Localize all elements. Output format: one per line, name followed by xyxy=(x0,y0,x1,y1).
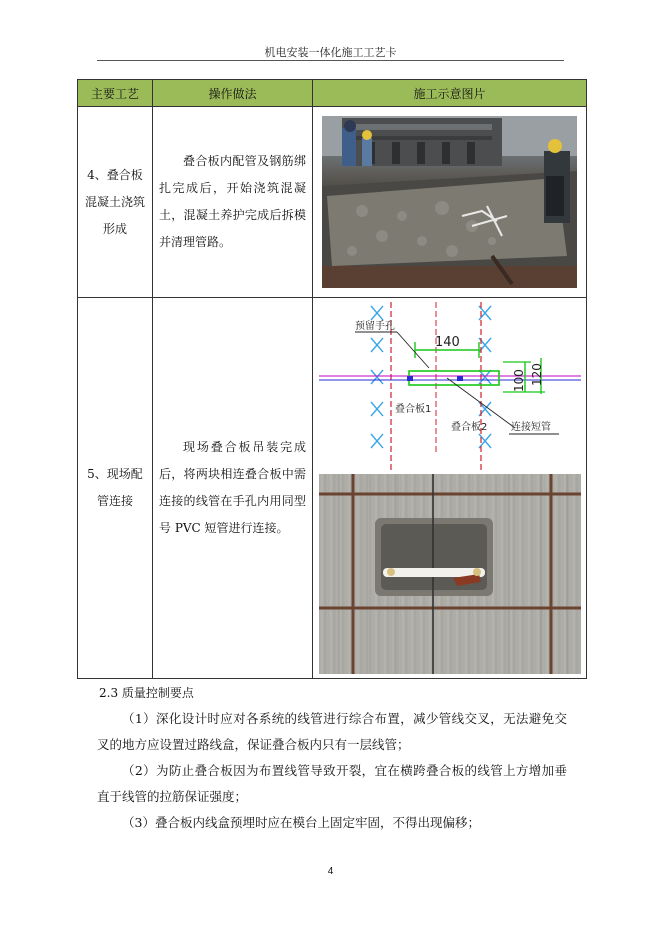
label-board1: 叠合板1 xyxy=(394,404,431,415)
quality-item: （2）为防止叠合板因为布置线管导致开裂，宜在横跨叠合板的线管上方增加垂直于线管的拉筋保证强度； xyxy=(97,763,567,804)
column-header: 施工示意图片 xyxy=(313,80,587,107)
label-dim-width: 140 xyxy=(434,335,460,350)
label-short-pipe: 连接短管 xyxy=(510,422,551,433)
table-row xyxy=(78,107,587,298)
quality-item: （3）叠合板内线盒预埋时应在模台上固定牢固，不得出现偏移； xyxy=(122,815,480,830)
pipe-connection-diagram xyxy=(319,302,581,470)
page-number: 4 xyxy=(327,866,334,877)
label-dim-h2: 120 xyxy=(529,363,544,386)
step-name: 4、叠合板混凝土浇筑形成 xyxy=(78,107,153,298)
method-text: 叠合板内配管及钢筋绑扎完成后，开始浇筑混凝土，混凝土养护完成后拆模并清理管路。 xyxy=(153,107,313,298)
column-header: 主要工艺 xyxy=(78,80,153,107)
label-board2: 叠合板2 xyxy=(450,422,487,433)
table-row xyxy=(78,298,587,679)
method-text: 现场叠合板吊装完成后，将两块相连叠合板中需连接的线管在手孔内用同型号 PVC 短管进行连接。 xyxy=(153,298,313,679)
concrete-pouring-photo xyxy=(322,116,577,288)
process-table xyxy=(77,79,587,679)
table-header-row xyxy=(78,80,587,107)
quality-item: （1）深化设计时应对各系统的线管进行综合布置，减少管线交叉，无法避免交叉的地方应设置过路线盒，保证叠合板内只有一层线管； xyxy=(97,711,567,752)
hand-hole-photo xyxy=(319,474,581,674)
photo-cell xyxy=(313,107,587,298)
step-name: 5、现场配管连接 xyxy=(78,298,153,679)
photo-cell xyxy=(313,298,587,679)
page-header-title: 机电安装一体化施工工艺卡 xyxy=(264,46,397,59)
column-header: 操作做法 xyxy=(153,80,313,107)
header-divider xyxy=(97,60,564,61)
label-dim-h1: 100 xyxy=(511,369,526,392)
section-title: 2.3 质量控制要点 xyxy=(99,686,194,700)
label-hole: 预留手孔 xyxy=(354,321,395,332)
